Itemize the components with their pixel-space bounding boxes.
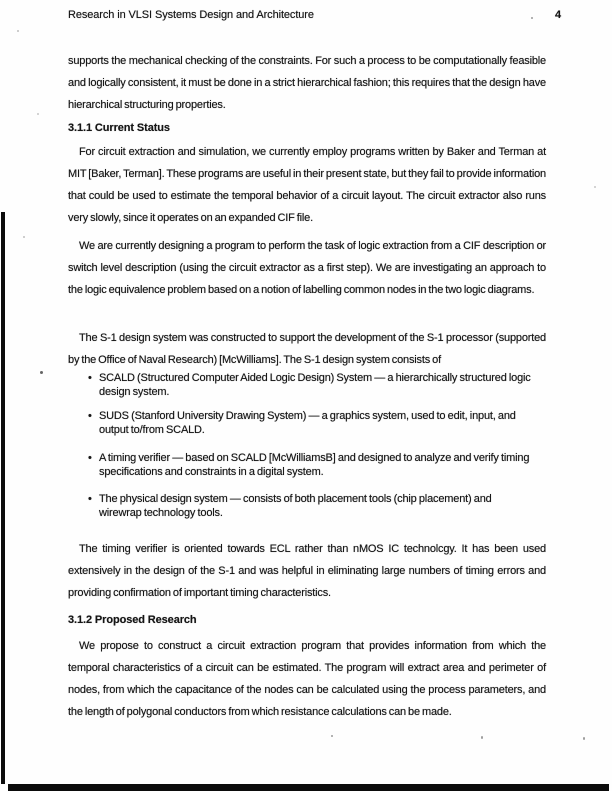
bullet-text: SCALD (Structured Computer Aided Logic Design) System — a hierarchically structured logic design system. xyxy=(99,372,531,398)
scan-speck xyxy=(40,371,43,374)
scan-speck xyxy=(481,736,483,739)
bullet-item-suds xyxy=(88,409,532,437)
bullet-item-scald xyxy=(88,371,532,399)
paragraph-logic-extraction: We are currently designing a program to perform the task of logic extraction from a CIF description or switch level description (using the circuit extractor as a first step). We are investigating an approach to the logic equivalence problem based on a notion of labelling common nodes in the two logic diagrams. xyxy=(68,240,546,296)
scan-speck xyxy=(594,186,596,188)
bullet-icon: • xyxy=(88,410,92,422)
page-number: 4 xyxy=(555,9,562,21)
bullet-text: The physical design system — consists of both placement tools (chip placement) and wirewrap technology tools. xyxy=(99,493,492,519)
paragraph-circuit-extraction: For circuit extraction and simulation, we currently employ programs written by Baker and Terman at MIT [Baker, Terman]. These programs are useful in their present state, but they fail to provide information that could be used to estimate the temporal behavior of a circuit layout. The circuit extractor also runs very slowly, since it operates on an expanded CIF file. xyxy=(68,146,546,224)
section-heading-current-status: 3.1.1 Current Status xyxy=(68,122,170,134)
scan-artifact-left-edge xyxy=(1,212,5,784)
bullet-text: A timing verifier — based on SCALD [McWilliamsB] and designed to analyze and verify timing specifications and constraints in a digital system. xyxy=(99,452,530,478)
bullet-icon: • xyxy=(88,493,92,505)
scan-speck xyxy=(37,113,39,115)
scan-speck xyxy=(531,17,533,19)
paragraph-s1-design-system: The S-1 design system was constructed to support the development of the S-1 processor (supported by the Office of Naval Research) [McWilliams]. The S-1 design system consists of xyxy=(68,332,546,366)
bullet-text: SUDS (Stanford University Drawing System) — a graphics system, used to edit, input, and output to/from SCALD. xyxy=(99,410,516,436)
paragraph-timing-verifier: The timing verifier is oriented towards ECL rather than nMOS IC technolcgy. It has been used extensively in the design of the S-1 and was helpful in eliminating large numbers of timing errors and providing confirmation of important timing characteristics. xyxy=(68,543,546,599)
scan-artifact-bottom-edge xyxy=(8,784,609,791)
bullet-icon: • xyxy=(88,452,92,464)
bullet-item-timing-verifier xyxy=(88,451,532,479)
scan-speck xyxy=(17,30,19,32)
scan-speck xyxy=(583,737,585,740)
scan-speck xyxy=(331,735,333,737)
intro-paragraph: supports the mechanical checking of the constraints. For such a process to be computationally feasible and logically consistent, it must be done in a strict hierarchical fashion; this requires that the design have hierarchical structuring properties. xyxy=(68,55,546,111)
bullet-item-physical-design xyxy=(88,492,532,520)
running-header-title: Research in VLSI Systems Design and Architecture xyxy=(68,9,314,21)
bullet-icon: • xyxy=(88,372,92,384)
paragraph-proposal: We propose to construct a circuit extraction program that provides information from which the temporal characteristics of a circuit can be estimated. The program will extract area and perimeter of nodes, from which the capacitance of the nodes can be calculated using the process parameters, and the length of polygonal conductors from which resistance calculations can be made. xyxy=(68,640,546,718)
section-heading-proposed-research: 3.1.2 Proposed Research xyxy=(68,614,197,626)
scan-speck xyxy=(23,236,25,238)
